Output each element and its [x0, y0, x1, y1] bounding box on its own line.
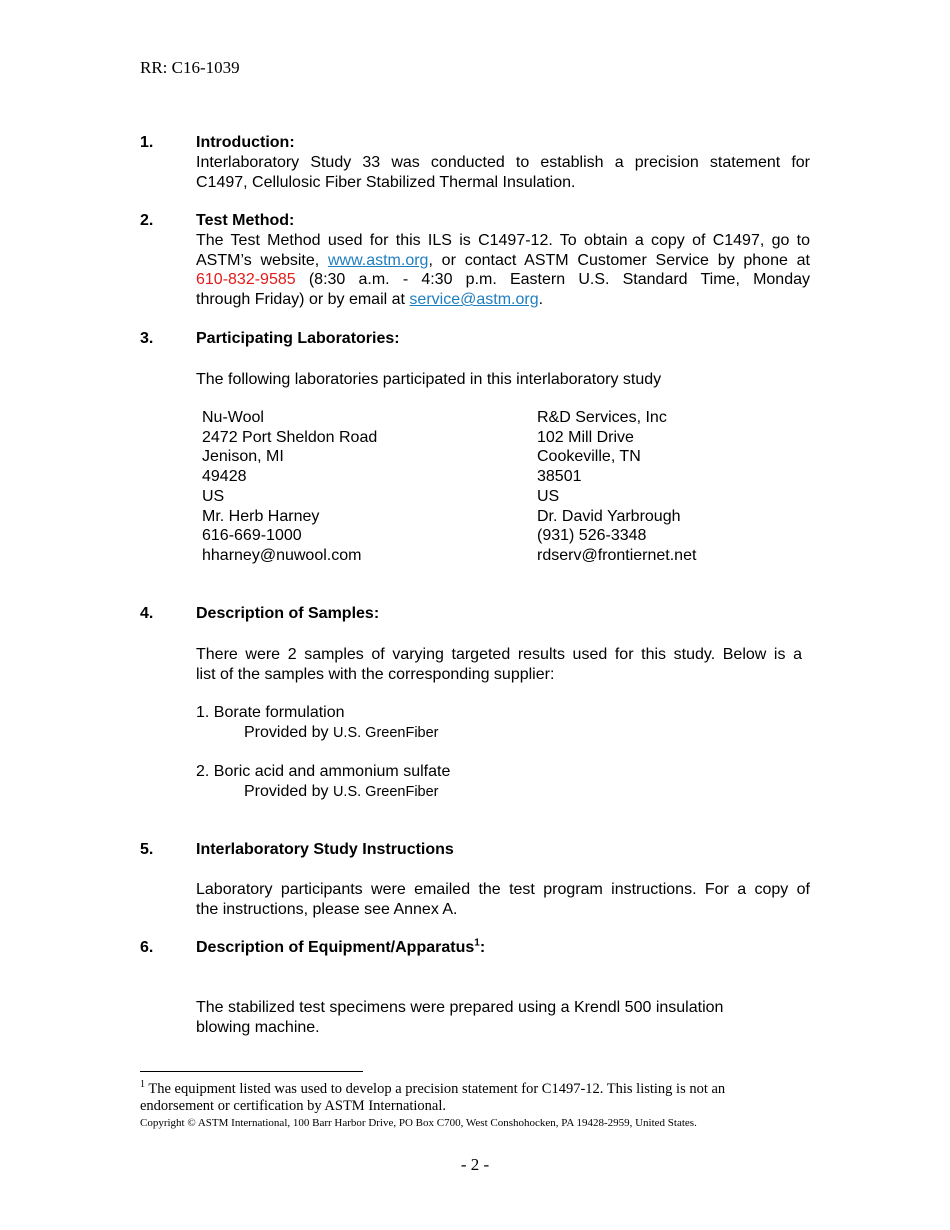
- doc-reference: RR: C16-1039: [140, 58, 240, 77]
- lab-card-rd-services: [537, 408, 696, 566]
- footnote-ref-1[interactable]: 1: [474, 937, 480, 949]
- astm-phone-number: 610-832-9585: [196, 271, 296, 289]
- section-4-body: [196, 645, 802, 684]
- section-4-title: Description of Samples:: [196, 605, 380, 622]
- section-4-number: 4.: [140, 605, 154, 622]
- sample-provided-by: [196, 723, 439, 744]
- lab-country: US: [202, 487, 225, 505]
- section-2-title: Test Method:: [196, 212, 295, 229]
- section-2-line-3: [196, 270, 810, 290]
- copyright-line: Copyright © ASTM International, 100 Barr Harbor Drive, PO Box C700, West Conshohocken, PA 19428-2959, United States.: [140, 1117, 697, 1129]
- section-1-number: 1.: [140, 134, 154, 151]
- footnote-mark: 1: [140, 1079, 145, 1091]
- lab-city: Jenison, MI: [202, 448, 284, 466]
- lab-email: hharney@nuwool.com: [202, 546, 362, 564]
- section-5-number: 5.: [140, 841, 154, 858]
- section-6-title-text: Description of Equipment/Apparatus: [196, 939, 475, 956]
- section-1-title: Introduction:: [196, 134, 295, 151]
- provided-by-text: Provided by: [244, 782, 333, 800]
- lab-name: R&D Services, Inc: [537, 409, 667, 426]
- section-3-intro: The following laboratories participated in this interlaboratory study: [196, 371, 662, 388]
- footnote-separator: [140, 1071, 363, 1072]
- section-4-line-1: There were 2 samples of varying targeted results used for this study. Below is a: [196, 646, 802, 663]
- section-6-title: [196, 939, 485, 957]
- section-5-line-1: Laboratory participants were emailed the test program instructions. For a copy of: [196, 881, 810, 898]
- section-2-body: [196, 231, 810, 310]
- section-6-line-1: The stabilized test specimens were prepared using a Krendl 500 insulation: [196, 999, 724, 1016]
- section-5-line-2: the instructions, please see Annex A.: [196, 900, 458, 918]
- lab-street: 102 Mill Drive: [537, 428, 634, 446]
- section-6-number: 6.: [140, 939, 154, 956]
- lab-country: US: [537, 487, 560, 505]
- lab-phone: (931) 526-3348: [537, 527, 647, 545]
- lab-zip: 49428: [202, 468, 247, 486]
- lab-phone: 616-669-1000: [202, 527, 302, 545]
- section-1-line-2: C1497, Cellulosic Fiber Stabilized Thermal Insulation.: [196, 173, 576, 191]
- footnote-1: [140, 1081, 780, 1115]
- lab-street: 2472 Port Sheldon Road: [202, 428, 378, 446]
- section-5-title: Interlaboratory Study Instructions: [196, 841, 454, 858]
- section-6-title-suffix: :: [479, 939, 486, 956]
- lab-city: Cookeville, TN: [537, 448, 641, 466]
- section-3-title: Participating Laboratories:: [196, 330, 400, 347]
- sample-label: 2. Boric acid and ammonium sulfate: [196, 763, 451, 780]
- lab-contact: Mr. Herb Harney: [202, 507, 320, 525]
- section-2-line-4: [196, 290, 810, 310]
- supplier-name: U.S. GreenFiber: [332, 724, 439, 741]
- lab-name: Nu-Wool: [202, 409, 264, 426]
- page-number: - 2 -: [460, 1155, 490, 1174]
- section-6-body: [196, 998, 810, 1037]
- section-2-line-4-post: .: [538, 291, 544, 309]
- section-2-line-2-pre: ASTM’s website,: [196, 251, 328, 269]
- section-1-line-1: Interlaboratory Study 33 was conducted to establish a precision statement for: [196, 154, 810, 171]
- lab-email: rdserv@frontiernet.net: [537, 546, 697, 564]
- section-4-line-2: list of the samples with the corresponding supplier:: [196, 665, 555, 683]
- section-3-number: 3.: [140, 330, 154, 347]
- astm-website-link[interactable]: www.astm.org: [327, 251, 429, 269]
- section-2-line-2-post: , or contact ASTM Customer Service by phone at: [428, 251, 810, 269]
- footnote-text: The equipment listed was used to develop a precision statement for C1497-12. This listing is not an endorsement or certification by ASTM International.: [140, 1081, 726, 1114]
- section-5-body: [196, 880, 810, 919]
- section-2-line-2: [196, 251, 810, 271]
- sample-provided-by: [196, 782, 450, 803]
- lab-card-nuwool: [202, 408, 377, 566]
- provided-by-text: Provided by: [244, 723, 333, 741]
- section-2-number: 2.: [140, 212, 154, 229]
- sample-item-2: [196, 762, 450, 802]
- lab-zip: 38501: [537, 468, 582, 486]
- supplier-name: U.S. GreenFiber: [332, 783, 439, 800]
- astm-email-link[interactable]: service@astm.org: [409, 291, 539, 309]
- section-1-body: [196, 153, 810, 192]
- section-2-line-3-post: (8:30 a.m. - 4:30 p.m. Eastern U.S. Standard Time, Monday: [295, 271, 810, 289]
- section-2-line-4-pre: through Friday) or by email at: [196, 291, 410, 309]
- section-2-line-1: The Test Method used for this ILS is C1497-12. To obtain a copy of C1497, go to: [196, 232, 810, 249]
- sample-label: 1. Borate formulation: [196, 704, 345, 721]
- section-6-line-2: blowing machine.: [196, 1018, 320, 1036]
- lab-contact: Dr. David Yarbrough: [537, 507, 681, 525]
- sample-item-1: [196, 703, 439, 743]
